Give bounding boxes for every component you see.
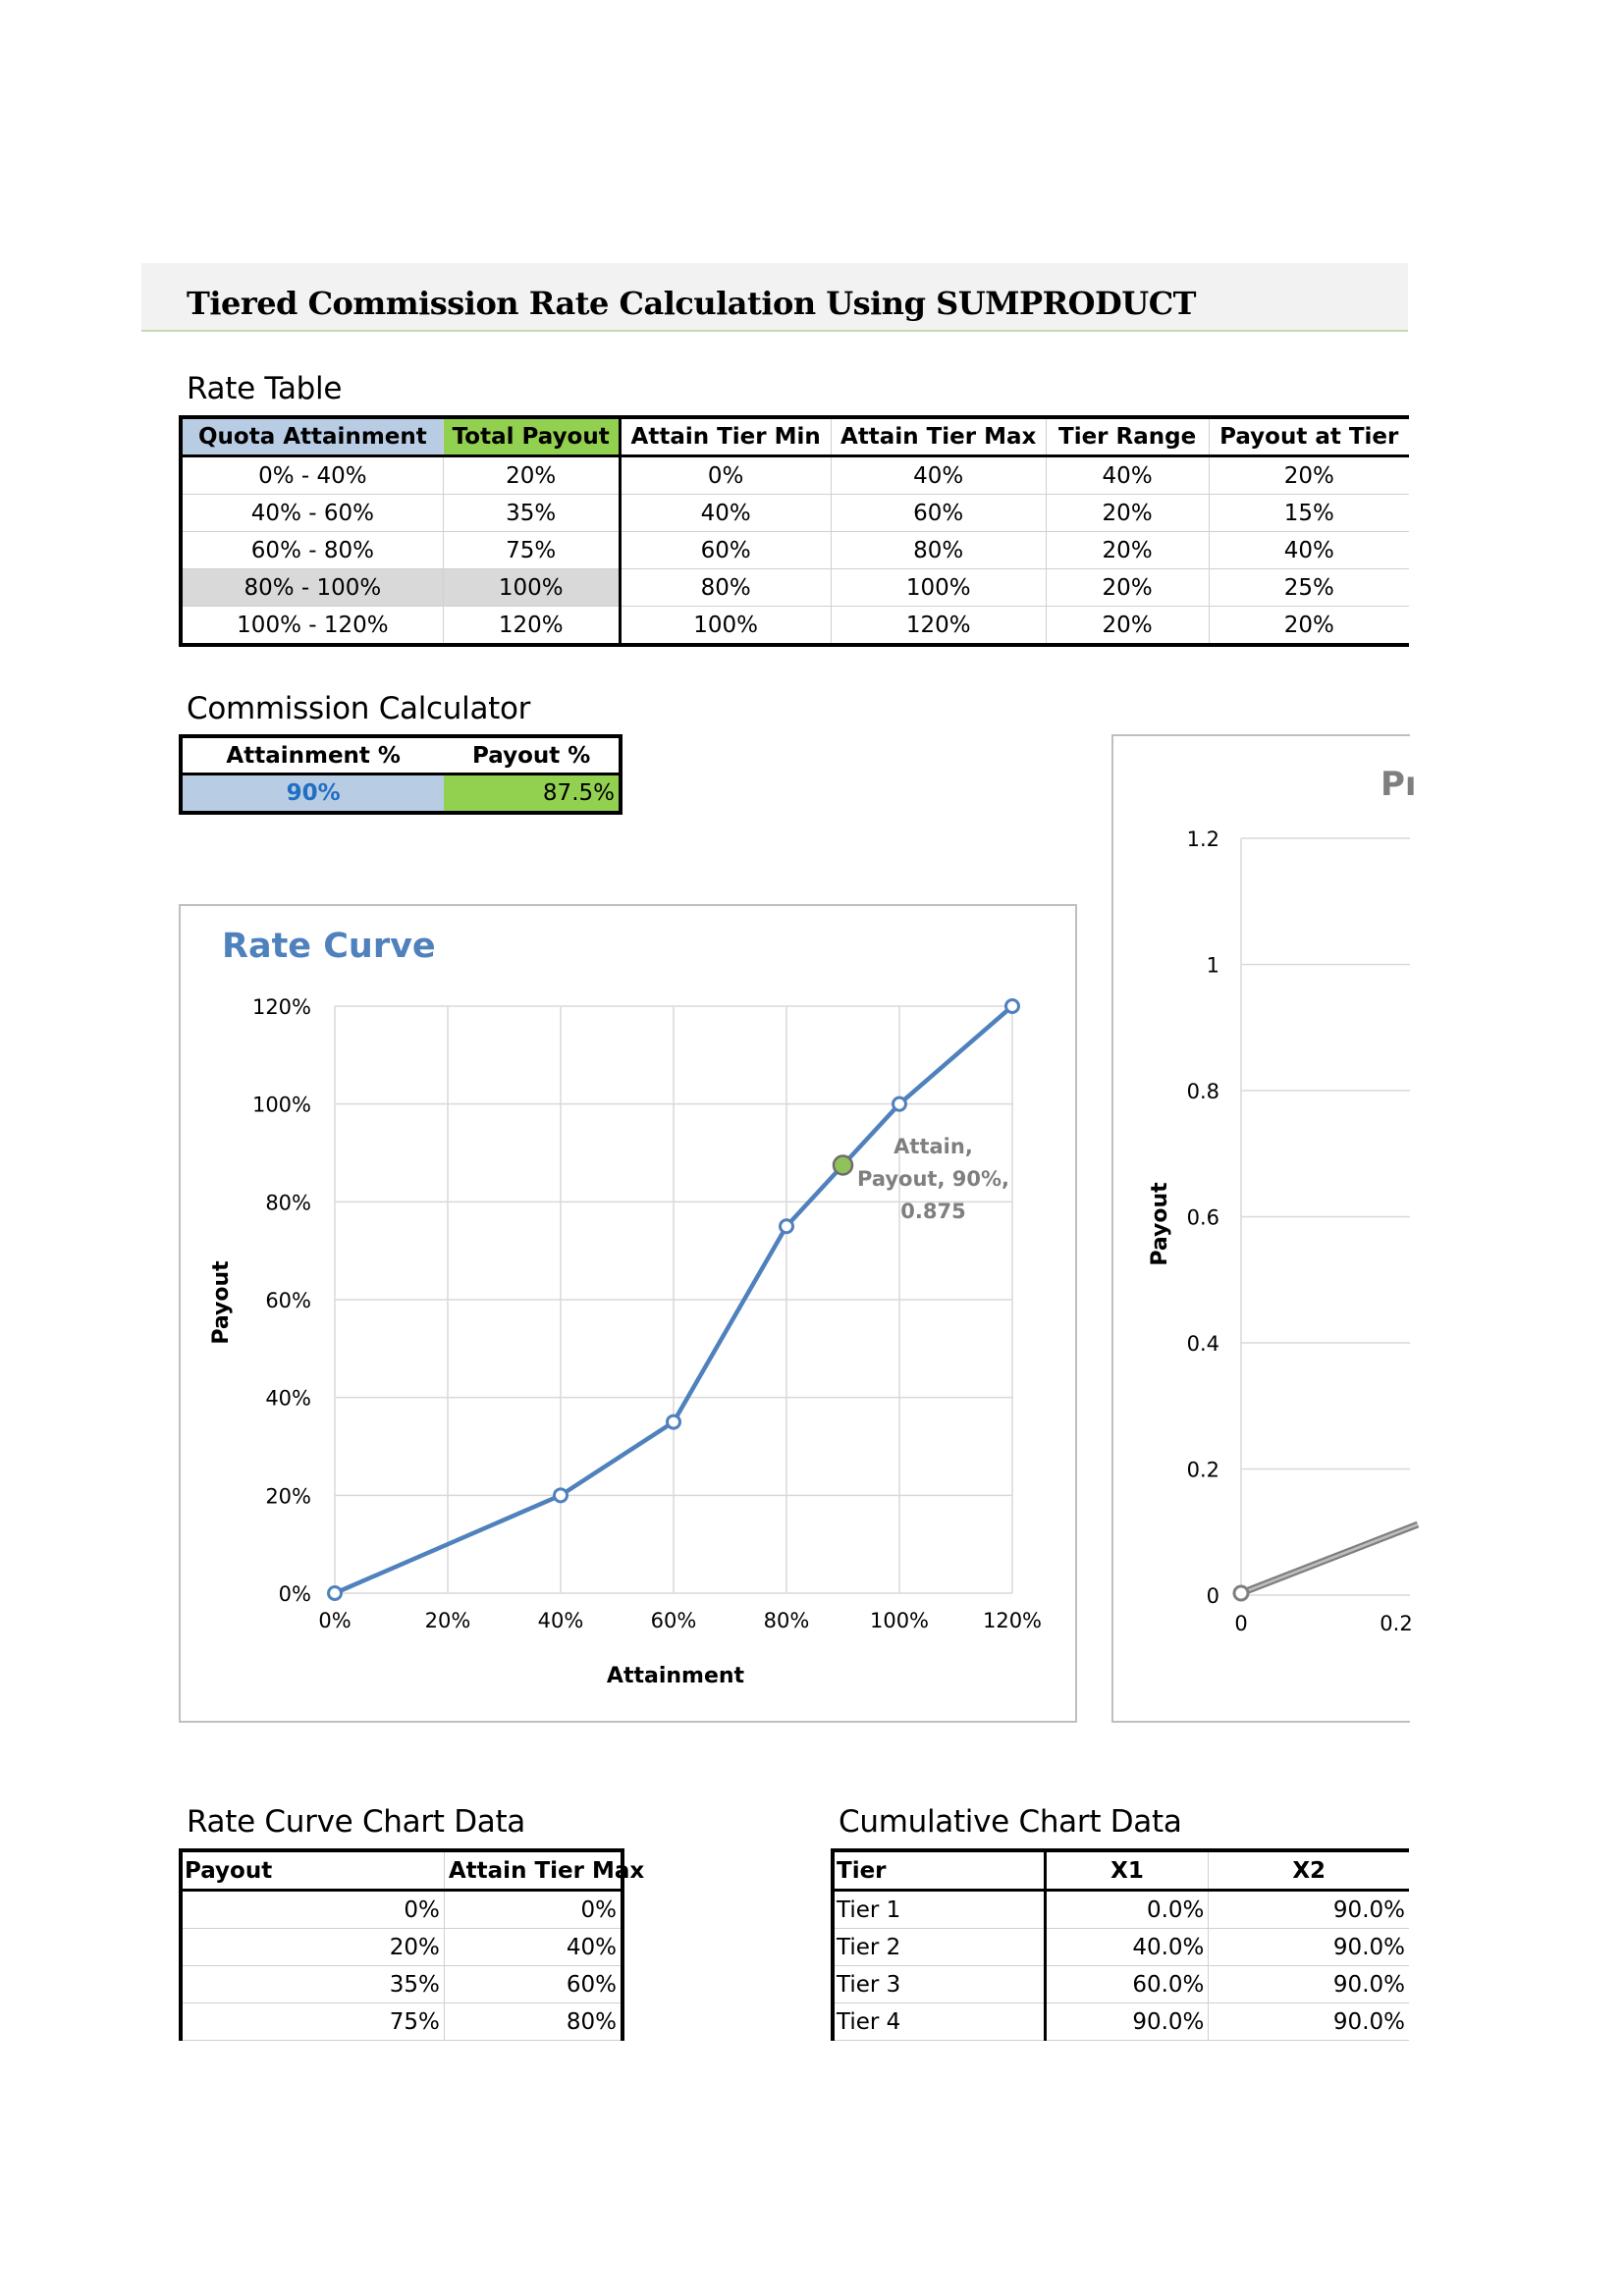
annotation-line: Payout, 90%, — [857, 1166, 1009, 1191]
table-cell: Tier 4 — [833, 2003, 1045, 2041]
y-tick-label: 0% — [278, 1582, 311, 1606]
table-cell: 0.0% — [1045, 1891, 1209, 1929]
rate-table-header-row — [181, 417, 1409, 456]
table-row — [833, 1966, 1409, 2003]
header-attainment: Attainment % — [181, 736, 444, 774]
table-cell: 0% — [620, 456, 831, 495]
table-cell: 60% — [444, 1966, 623, 2003]
y-axis-title: Payout — [209, 1260, 234, 1345]
commission-calculator — [179, 734, 623, 815]
series-line — [1234, 1524, 1418, 1600]
table-cell: Tier 3 — [833, 1966, 1045, 2003]
table-cell: 40% — [620, 495, 831, 532]
table-row — [181, 1929, 623, 1966]
table-header-row — [833, 1850, 1409, 1891]
table-cell: 20% — [443, 456, 620, 495]
header-x1: X1 — [1045, 1850, 1209, 1891]
data-point — [555, 1489, 568, 1502]
y-tick-label: 0.6 — [1186, 1205, 1219, 1230]
table-cell: 35% — [181, 1966, 444, 2003]
table-row — [833, 1891, 1409, 1929]
table-row — [181, 456, 1409, 495]
data-point — [668, 1415, 680, 1428]
y-tick-label: 1.2 — [1186, 828, 1219, 851]
table-cell: 100% - 120% — [181, 607, 443, 646]
table-cell: 80% — [444, 2003, 623, 2041]
table-cell: 90.0% — [1209, 1929, 1409, 1966]
table-cell: 60% — [831, 495, 1046, 532]
cumulative-data-table — [831, 1848, 1409, 2041]
y-tick-label: 20% — [265, 1484, 311, 1509]
table-cell: 90.0% — [1209, 1966, 1409, 2003]
table-row — [181, 532, 1409, 569]
calculator-header-row — [181, 736, 621, 774]
header-tier: Tier — [833, 1850, 1045, 1891]
page-title: Tiered Commission Rate Calculation Using SUMPRODUCT — [187, 285, 1196, 322]
table-cell: 40.0% — [1045, 1929, 1209, 1966]
rate-curve-chart — [179, 904, 1077, 1723]
header-quota-attainment: Quota Attainment — [181, 417, 443, 456]
y-tick-label: 40% — [265, 1386, 311, 1411]
table-cell: 80% — [620, 569, 831, 607]
data-point — [329, 1587, 342, 1600]
table-row — [181, 2003, 623, 2041]
y-axis-title: Payout — [1148, 1182, 1172, 1266]
table-header-row — [181, 1850, 623, 1891]
header-attain-tier-max: Attain Tier Max — [444, 1850, 623, 1891]
table-cell: 25% — [1209, 569, 1409, 607]
data-point — [893, 1097, 906, 1110]
annotation-line: 0.875 — [900, 1199, 966, 1223]
header-payout: Payout — [181, 1850, 444, 1891]
table-cell: 100% — [620, 607, 831, 646]
rate-curve-data-table — [179, 1848, 645, 2041]
table-cell: 20% — [1046, 495, 1209, 532]
tick-labels — [1187, 828, 1413, 1635]
table-cell: 20% — [181, 1929, 444, 1966]
header-attain-tier-min: Attain Tier Min — [620, 417, 831, 456]
table-row-highlighted — [181, 569, 1409, 607]
y-tick-label: 120% — [251, 995, 311, 1019]
payout-result: 87.5% — [444, 774, 621, 814]
x-tick-label: 0 — [1234, 1612, 1248, 1635]
table-cell: 35% — [443, 495, 620, 532]
table-row — [181, 495, 1409, 532]
calculator-values-row — [181, 774, 621, 814]
table-cell: 100% — [443, 569, 620, 607]
x-tick-label: 100% — [869, 1609, 930, 1632]
calculator-label: Commission Calculator — [187, 691, 531, 726]
x-tick-label: 80% — [763, 1609, 810, 1632]
table-cell: 15% — [1209, 495, 1409, 532]
table-cell: 60.0% — [1045, 1966, 1209, 2003]
table-cell: 40% - 60% — [181, 495, 443, 532]
table-cell: 40% — [1046, 456, 1209, 495]
table-cell: 90.0% — [1209, 2003, 1409, 2041]
table-cell: Tier 2 — [833, 1929, 1045, 1966]
y-tick-label: 60% — [265, 1289, 311, 1312]
table-cell: 75% — [443, 532, 620, 569]
x-tick-label: 0% — [318, 1609, 352, 1632]
table-row — [833, 2003, 1409, 2041]
y-tick-label: 0.4 — [1186, 1332, 1219, 1356]
table-cell: 75% — [181, 2003, 444, 2041]
data-point — [1234, 1586, 1248, 1600]
header-attain-tier-max: Attain Tier Max — [831, 417, 1046, 456]
y-tick-label: 100% — [251, 1093, 311, 1117]
rate-table-label: Rate Table — [187, 371, 343, 406]
table-cell: 40% — [1209, 532, 1409, 569]
table-cell: 60% - 80% — [181, 532, 443, 569]
table-cell: 20% — [1209, 456, 1409, 495]
header-tier-range: Tier Range — [1046, 417, 1209, 456]
table-row — [181, 1891, 623, 1929]
rate-table — [179, 415, 1409, 647]
annotation-line: Attain, — [893, 1134, 973, 1158]
table-cell: 20% — [1046, 532, 1209, 569]
x-tick-label: 40% — [537, 1609, 584, 1632]
cumulative-data-label: Cumulative Chart Data — [839, 1804, 1182, 1840]
x-tick-label: 20% — [424, 1609, 471, 1632]
table-cell: 100% — [831, 569, 1046, 607]
chart-title: Rate Curve — [222, 927, 436, 966]
rate-curve-data-label: Rate Curve Chart Data — [187, 1804, 526, 1840]
table-cell: Tier 1 — [833, 1891, 1045, 1929]
table-cell: 40% — [444, 1929, 623, 1966]
data-point — [781, 1220, 793, 1233]
x-axis-title: Attainment — [606, 1664, 745, 1688]
cumulative-chart-svg — [1113, 736, 1417, 1721]
y-tick-label: 0.2 — [1186, 1458, 1219, 1482]
table-cell: 60% — [620, 532, 831, 569]
table-cell: 20% — [1209, 607, 1409, 646]
chart-title: Pı — [1380, 765, 1417, 804]
table-row — [181, 607, 1409, 646]
tick-labels — [252, 995, 1042, 1632]
x-tick-label: 60% — [650, 1609, 697, 1632]
table-cell: 0% — [181, 1891, 444, 1929]
table-cell: 0% - 40% — [181, 456, 443, 495]
rate-curve-svg — [181, 906, 1075, 1721]
y-tick-label: 1 — [1206, 953, 1219, 978]
highlight-point — [834, 1155, 852, 1174]
table-cell: 90.0% — [1209, 1891, 1409, 1929]
table-cell: 120% — [443, 607, 620, 646]
data-point — [1006, 1000, 1019, 1013]
attainment-input[interactable]: 90% — [181, 774, 444, 814]
header-total-payout: Total Payout — [443, 417, 620, 456]
x-tick-label: 0.2 — [1380, 1612, 1413, 1635]
y-tick-label: 80% — [265, 1191, 311, 1215]
table-cell: 40% — [831, 456, 1046, 495]
cumulative-line-highlight — [1241, 1524, 1418, 1593]
header-payout: Payout % — [444, 736, 621, 774]
table-cell: 0% — [444, 1891, 623, 1929]
table-row — [181, 1966, 623, 2003]
table-cell: 90.0% — [1045, 2003, 1209, 2041]
table-cell: 20% — [1046, 569, 1209, 607]
y-tick-label: 0 — [1206, 1584, 1219, 1608]
table-row — [833, 1929, 1409, 1966]
table-cell: 20% — [1046, 607, 1209, 646]
cumulative-chart — [1111, 734, 1417, 1723]
table-cell: 120% — [831, 607, 1046, 646]
y-tick-label: 0.8 — [1186, 1080, 1219, 1103]
table-cell: 80% — [831, 532, 1046, 569]
point-annotation — [857, 1135, 1009, 1223]
header-x2: X2 — [1209, 1850, 1409, 1891]
gridlines — [1241, 838, 1410, 1595]
header-payout-at-tier: Payout at Tier — [1209, 417, 1409, 456]
table-cell: 80% - 100% — [181, 569, 443, 607]
x-tick-label: 120% — [982, 1609, 1043, 1632]
